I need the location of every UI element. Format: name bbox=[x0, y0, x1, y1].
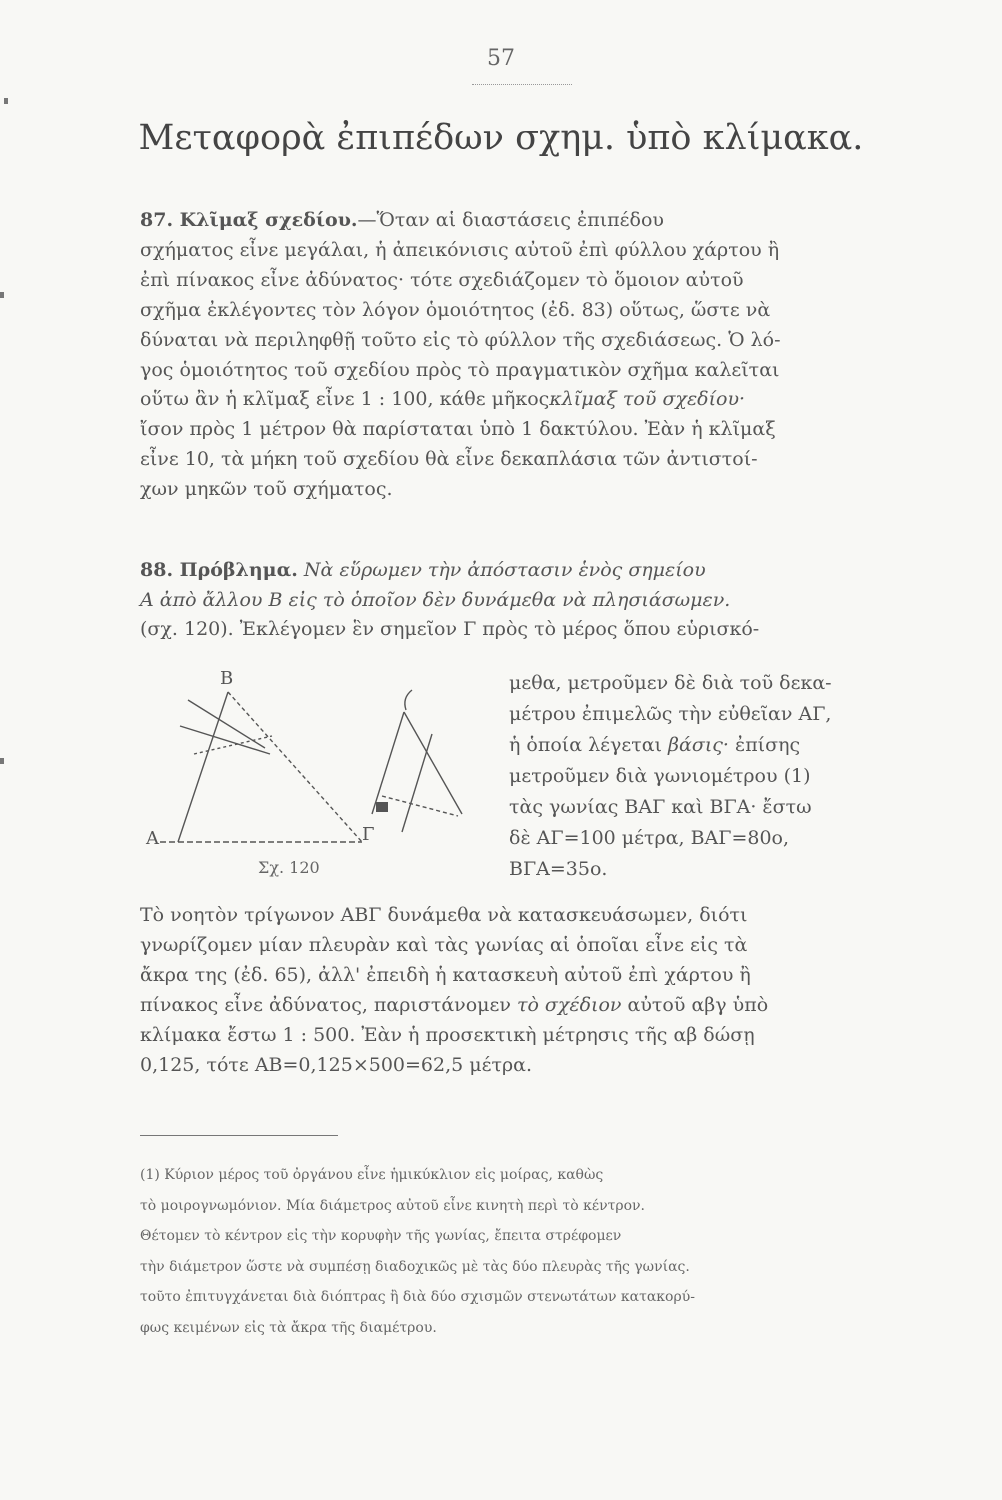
page-number: 57 bbox=[487, 46, 515, 71]
emphasis-text: τὸ σχέδιον bbox=[516, 994, 622, 1016]
text-beside-figure bbox=[509, 668, 949, 885]
text-line bbox=[140, 475, 940, 505]
figure-instrument bbox=[376, 802, 388, 812]
text-line bbox=[140, 960, 940, 990]
body-text: —Ὅταν αἱ διαστάσεις ἐπιπέδου bbox=[357, 209, 664, 231]
text-line bbox=[140, 1252, 940, 1283]
section-88 bbox=[140, 556, 940, 645]
text-line bbox=[509, 854, 949, 885]
body-text: ἐπὶ πίνακος εἶνε ἀδύνατος· τότε σχεδιάζομεν τὸ ὅμοιον αὐτοῦ bbox=[140, 268, 744, 291]
text-after-figure bbox=[140, 900, 940, 1080]
body-text: μετροῦμεν διὰ γωνιομέτρου (1) bbox=[509, 765, 811, 787]
text-line bbox=[509, 699, 949, 730]
page-title: Μεταφορὰ ἐπιπέδων σχημ. ὑπὸ κλίμακα. bbox=[138, 118, 864, 158]
body-text: οὕτω ἂν ἡ κλῖμαξ εἶνε 1 : 100, κάθε μῆκος bbox=[140, 388, 550, 411]
text-line bbox=[140, 930, 940, 960]
body-text: χων μηκῶν τοῦ σχήματος. bbox=[140, 478, 393, 501]
body-text: τοῦτο ἐπιτυγχάνεται διὰ διόπτρας ἢ διὰ δύο σχισμῶν στενωτάτων κατακορύ- bbox=[140, 1289, 695, 1305]
body-text: ἴσον πρὸς 1 μέτρον θὰ παρίσταται ὑπὸ 1 δακτύλου. Ἐὰν ἡ κλῖμαξ bbox=[140, 418, 776, 441]
text-line bbox=[140, 415, 940, 445]
body-text: Τὸ νοητὸν τρίγωνον ΑΒΓ δυνάμεθα νὰ κατασκευάσωμεν, διότι bbox=[140, 904, 748, 926]
body-text: 0,125, τότε ΑΒ=0,125×500=62,5 μέτρα. bbox=[140, 1054, 533, 1076]
body-text: τὸ μοιρογνωμόνιον. Μία διάμετρος αὐτοῦ εἶνε κινητὴ περὶ τὸ κέντρον. bbox=[140, 1197, 646, 1214]
section-heading: 88. Πρόβλημα. bbox=[140, 559, 298, 581]
text-line bbox=[140, 1221, 940, 1252]
body-text: γος ὁμοιότητος τοῦ σχεδίου πρὸς τὸ πραγματικὸν σχῆμα καλεῖται bbox=[140, 358, 780, 381]
body-text: μέτρου ἐπιμελῶς τὴν εὐθεῖαν ΑΓ, bbox=[509, 703, 832, 725]
body-text: (1) Κύριον μέρος τοῦ ὀργάνου εἶνε ἡμικύκλιον εἰς μοίρας, καθὼς bbox=[140, 1167, 604, 1183]
figure-sight-2 bbox=[180, 726, 270, 754]
figure-caption: Σχ. 120 bbox=[258, 858, 320, 877]
figure-pole-3 bbox=[382, 796, 458, 816]
emphasis-text: βάσις· bbox=[668, 734, 729, 756]
body-text: δὲ ΑΓ=100 μέτρα, ΒΑΓ=80ο, bbox=[509, 827, 790, 849]
text-line bbox=[140, 356, 940, 386]
text-line bbox=[140, 266, 940, 296]
text-line bbox=[140, 385, 940, 415]
text-line bbox=[509, 668, 949, 699]
figure-label-g: Γ bbox=[362, 824, 375, 845]
text-line bbox=[140, 1191, 940, 1222]
body-text: πίνακος εἶνε ἀδύνατος, παριστάνομεν bbox=[140, 994, 517, 1016]
body-text: τὴν διάμετρον ὥστε νὰ συμπέσῃ διαδοχικῶς μὲ τὰς δύο πλευρὰς τῆς γωνίας. bbox=[140, 1258, 690, 1275]
text-line bbox=[140, 586, 940, 616]
text-line bbox=[140, 556, 940, 586]
text-line bbox=[509, 761, 949, 792]
body-text: εἶνε 10, τὰ μήκη τοῦ σχεδίου θὰ εἶνε δεκαπλάσια τῶν ἀντιστοί- bbox=[140, 448, 758, 471]
body-text: (σχ. 120). Ἐκλέγομεν ἓν σημεῖον Γ πρὸς τὸ μέρος ὅπου εὑρισκό- bbox=[140, 618, 760, 640]
text-line bbox=[140, 990, 940, 1020]
text-line bbox=[140, 1050, 940, 1080]
body-text: Θέτομεν τὸ κέντρον εἰς τὴν κορυφὴν τῆς γωνίας, ἔπειτα στρέφομεν bbox=[140, 1228, 622, 1244]
footnote-rule bbox=[140, 1135, 338, 1136]
emphasis-text: Νὰ εὕρωμεν τὴν ἀπόστασιν ἑνὸς σημείου bbox=[297, 559, 706, 581]
body-text: φως κειμένων εἰς τὰ ἄκρα τῆς διαμέτρου. bbox=[140, 1319, 437, 1336]
body-text: γνωρίζομεν μίαν πλευρὰν καὶ τὰς γωνίας αἱ ὁποῖαι εἶνε εἰς τὰ bbox=[140, 934, 748, 956]
body-text: δύναται νὰ περιληφθῇ τοῦτο εἰς τὸ φύλλον τῆς σχεδιάσεως. Ὁ λό- bbox=[140, 328, 781, 351]
figure-label-b: Β bbox=[220, 668, 234, 689]
text-line bbox=[140, 296, 940, 326]
emphasis-text: κλῖμαξ τοῦ σχεδίου· bbox=[549, 388, 746, 411]
text-line bbox=[140, 326, 940, 356]
margin-mark bbox=[0, 758, 4, 764]
body-text: ἡ ὁποία λέγεται bbox=[509, 734, 669, 756]
text-line bbox=[509, 792, 949, 823]
body-text: αὐτοῦ αβγ ὑπὸ bbox=[621, 994, 769, 1016]
text-line bbox=[140, 445, 940, 475]
body-text: ἄκρα της (ἐδ. 65), ἀλλ' ἐπειδὴ ἡ κατασκευὴ αὐτοῦ ἐπὶ χάρτου ἢ bbox=[140, 964, 751, 986]
figure-120 bbox=[140, 664, 500, 894]
text-line bbox=[140, 1313, 940, 1344]
body-text: σχῆμα ἐκλέγοντες τὸν λόγον ὁμοιότητος (ἐδ. 83) οὕτως, ὥστε νὰ bbox=[140, 298, 771, 321]
text-line bbox=[140, 1160, 940, 1191]
text-line bbox=[509, 823, 949, 854]
text-line bbox=[140, 1020, 940, 1050]
footnote bbox=[140, 1160, 940, 1343]
figure-line-bg bbox=[228, 692, 362, 842]
figure-label-a: Α bbox=[146, 828, 159, 849]
body-text: ΒΓΑ=35ο. bbox=[509, 858, 608, 880]
page-number-rule bbox=[472, 84, 572, 85]
figure-pole-4 bbox=[402, 734, 432, 832]
body-text: ἐπίσης bbox=[728, 734, 801, 756]
margin-mark bbox=[0, 292, 4, 298]
text-line bbox=[140, 615, 940, 645]
section-heading: 87. Κλῖμαξ σχεδίου. bbox=[140, 209, 358, 231]
figure-line-ab bbox=[178, 692, 228, 842]
text-line bbox=[140, 900, 940, 930]
section-87 bbox=[140, 206, 940, 505]
body-text: κλίμακα ἔστω 1 : 500. Ἐὰν ἡ προσεκτικὴ μέτρησις τῆς αβ δώσῃ bbox=[140, 1024, 755, 1046]
figure-pole-1 bbox=[372, 712, 404, 814]
text-line bbox=[140, 236, 940, 266]
figure-stake bbox=[405, 690, 412, 710]
emphasis-text: Α ἀπὸ ἄλλου Β εἰς τὸ ὁποῖον δὲν δυνάμεθα νὰ πλησιάσωμεν. bbox=[140, 588, 731, 611]
body-text: τὰς γωνίας ΒΑΓ καὶ ΒΓΑ· ἔστω bbox=[509, 796, 812, 818]
text-line bbox=[509, 730, 949, 761]
body-text: σχήματος εἶνε μεγάλαι, ἡ ἀπεικόνισις αὐτοῦ ἐπὶ φύλλου χάρτου ἢ bbox=[140, 238, 780, 261]
body-text: μεθα, μετροῦμεν δὲ διὰ τοῦ δεκα- bbox=[509, 672, 832, 694]
text-line bbox=[140, 1282, 940, 1313]
text-line bbox=[140, 206, 940, 236]
margin-mark bbox=[4, 98, 8, 104]
